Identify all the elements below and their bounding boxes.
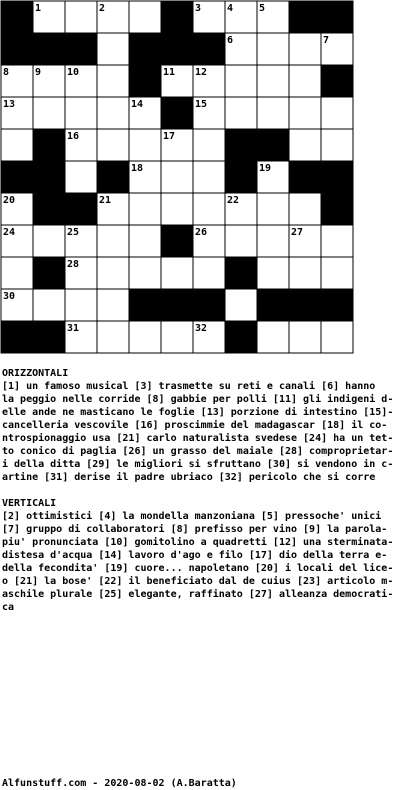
clue-number: 16 xyxy=(67,131,80,142)
crossword-grid xyxy=(0,0,360,360)
clue-number: 30 xyxy=(3,291,16,302)
black-cell xyxy=(161,33,193,65)
clue-number: 19 xyxy=(259,163,272,174)
grid-cell[interactable] xyxy=(97,289,129,321)
grid-cell[interactable] xyxy=(97,321,129,353)
grid-cell[interactable] xyxy=(289,97,321,129)
black-cell xyxy=(65,33,97,65)
black-cell xyxy=(225,129,257,161)
black-cell xyxy=(257,129,289,161)
black-cell xyxy=(33,321,65,353)
down-clue-line: aschile plurale [25] elegante, raffinato [27] alleanza democrati- xyxy=(2,589,394,600)
grid-cell[interactable] xyxy=(321,257,353,289)
across-heading: ORIZZONTALI xyxy=(2,368,69,379)
across-clue-line: i della ditta [29] le migliori si sfruttano [30] si vendono in c- xyxy=(2,459,394,470)
across-clues xyxy=(2,367,416,484)
down-clue-line: ca xyxy=(2,602,15,613)
black-cell xyxy=(33,129,65,161)
across-clue-line: la peggio nelle corride [8] gabbie per polli [11] gli indigeni d- xyxy=(2,394,394,405)
grid-cell[interactable] xyxy=(289,193,321,225)
grid-cell[interactable] xyxy=(129,225,161,257)
clue-number: 1 xyxy=(35,3,42,14)
down-clue-line: o [21] la bose' [22] il beneficiato dal de cuius [23] articolo m- xyxy=(2,576,394,587)
across-clue-line: [1] un famoso musical [3] trasmette su reti e canali [6] hanno xyxy=(2,381,376,392)
grid-cell[interactable] xyxy=(289,321,321,353)
clue-number: 10 xyxy=(67,67,80,78)
clue-number: 31 xyxy=(67,323,80,334)
clue-number: 14 xyxy=(131,99,144,110)
grid-cell[interactable] xyxy=(97,33,129,65)
down-clues xyxy=(2,497,416,614)
black-cell xyxy=(321,1,353,33)
down-clue-line: distesa d'acqua [14] lavoro d'ago e filo [17] dio della terra e- xyxy=(2,550,388,561)
grid-cell[interactable] xyxy=(257,193,289,225)
grid-cell[interactable] xyxy=(129,1,161,33)
black-cell xyxy=(225,161,257,193)
clue-number: 29 xyxy=(227,259,240,270)
down-clue-line: della fecondita' [19] cuore... napoletano [20] i locali del lice- xyxy=(2,563,394,574)
clue-number: 32 xyxy=(195,323,208,334)
black-cell xyxy=(257,289,289,321)
grid-cell[interactable] xyxy=(65,289,97,321)
clue-number: 21 xyxy=(99,195,112,206)
grid-cell[interactable] xyxy=(321,129,353,161)
grid-cell[interactable] xyxy=(129,321,161,353)
grid-cell[interactable] xyxy=(97,257,129,289)
grid-cell[interactable] xyxy=(33,289,65,321)
clue-number: 15 xyxy=(195,99,208,110)
black-cell xyxy=(1,33,33,65)
black-cell xyxy=(1,1,33,33)
grid-cell[interactable] xyxy=(129,193,161,225)
grid-cell[interactable] xyxy=(225,97,257,129)
across-clue-line: ntrospionaggio usa [21] carlo naturalista svedese [24] ha un tet- xyxy=(2,433,394,444)
grid-cell[interactable] xyxy=(289,129,321,161)
grid-cell[interactable] xyxy=(193,161,225,193)
black-cell xyxy=(161,97,193,129)
across-clue-line: elle ande ne masticano le foglie [13] porzione di intestino [15]- xyxy=(2,407,394,418)
grid-cell[interactable] xyxy=(225,225,257,257)
black-cell xyxy=(65,193,97,225)
grid-cell[interactable] xyxy=(97,97,129,129)
grid-cell[interactable] xyxy=(97,65,129,97)
grid-cell[interactable] xyxy=(129,257,161,289)
grid-cell[interactable] xyxy=(161,161,193,193)
black-cell xyxy=(193,33,225,65)
clue-number: 20 xyxy=(3,195,16,206)
grid-cell[interactable] xyxy=(161,257,193,289)
grid-cell[interactable] xyxy=(257,225,289,257)
clue-number: 11 xyxy=(163,67,176,78)
black-cell xyxy=(129,65,161,97)
black-cell xyxy=(193,289,225,321)
grid-cell[interactable] xyxy=(129,129,161,161)
black-cell xyxy=(33,33,65,65)
grid-cell[interactable] xyxy=(65,1,97,33)
black-cell xyxy=(33,161,65,193)
grid-cell[interactable] xyxy=(161,321,193,353)
black-cell xyxy=(161,225,193,257)
grid-cell[interactable] xyxy=(65,97,97,129)
black-cell xyxy=(129,289,161,321)
clue-number: 23 xyxy=(323,195,336,206)
grid-cell[interactable] xyxy=(257,257,289,289)
grid-cell[interactable] xyxy=(33,225,65,257)
grid-cell[interactable] xyxy=(225,289,257,321)
grid-cell[interactable] xyxy=(289,33,321,65)
grid-cell[interactable] xyxy=(257,97,289,129)
black-cell xyxy=(1,321,33,353)
grid-cell[interactable] xyxy=(321,321,353,353)
across-clue-line: artine [31] derise il padre ubriaco [32] pericolo che si corre xyxy=(2,472,376,483)
clue-number: 27 xyxy=(291,227,304,238)
grid-cell[interactable] xyxy=(257,33,289,65)
black-cell xyxy=(97,161,129,193)
grid-cell[interactable] xyxy=(193,193,225,225)
black-cell xyxy=(289,289,321,321)
grid-cell[interactable] xyxy=(257,65,289,97)
grid-cell[interactable] xyxy=(97,129,129,161)
grid-cell[interactable] xyxy=(33,97,65,129)
clue-number: 26 xyxy=(195,227,208,238)
grid-cell[interactable] xyxy=(65,161,97,193)
clue-number: 7 xyxy=(323,35,330,46)
footer-credit: Alfunstuff.com - 2020-08-02 (A.Baratta) xyxy=(2,778,237,789)
across-clue-line: cancelleria vescovile [16] proscimmie del madagascar [18] il co- xyxy=(2,420,388,431)
grid-cell[interactable] xyxy=(257,321,289,353)
grid-cell[interactable] xyxy=(193,257,225,289)
clue-number: 28 xyxy=(67,259,80,270)
clue-number: 6 xyxy=(227,35,234,46)
grid-cell[interactable] xyxy=(289,257,321,289)
black-cell xyxy=(289,161,321,193)
grid-cell[interactable] xyxy=(97,225,129,257)
down-clue-line: [2] ottimistici [4] la mondella manzoniana [5] pressoche' unici xyxy=(2,511,382,522)
black-cell xyxy=(161,1,193,33)
black-cell xyxy=(225,321,257,353)
black-cell xyxy=(289,1,321,33)
grid-cell[interactable] xyxy=(321,97,353,129)
clue-number: 5 xyxy=(259,3,266,14)
clue-number: 9 xyxy=(35,67,42,78)
clue-number: 12 xyxy=(195,67,208,78)
black-cell xyxy=(161,289,193,321)
clue-number: 22 xyxy=(227,195,240,206)
clue-number: 18 xyxy=(131,163,144,174)
clue-number: 13 xyxy=(3,99,16,110)
clue-number: 17 xyxy=(163,131,176,142)
clue-number: 3 xyxy=(195,3,202,14)
clue-number: 24 xyxy=(3,227,16,238)
grid-cell[interactable] xyxy=(161,193,193,225)
black-cell xyxy=(321,289,353,321)
grid-cell[interactable] xyxy=(1,257,33,289)
black-cell xyxy=(129,33,161,65)
clue-number: 4 xyxy=(227,3,234,14)
down-heading: VERTICALI xyxy=(2,498,57,509)
grid-cell[interactable] xyxy=(1,129,33,161)
black-cell xyxy=(1,161,33,193)
across-clue-line: to conico di paglia [26] un grasso del maiale [28] comproprietar- xyxy=(2,446,394,457)
grid-cell[interactable] xyxy=(289,65,321,97)
clue-number: 2 xyxy=(99,3,106,14)
grid-cell[interactable] xyxy=(193,129,225,161)
grid-cell[interactable] xyxy=(225,65,257,97)
black-cell xyxy=(321,161,353,193)
clue-number: 8 xyxy=(3,67,10,78)
clue-number: 25 xyxy=(67,227,80,238)
down-clue-line: piu' pronunciata [10] gomitolino a quadretti [12] una sterminata- xyxy=(2,537,394,548)
black-cell xyxy=(33,257,65,289)
grid-cell[interactable] xyxy=(321,225,353,257)
down-clue-line: [7] gruppo di collaboratori [8] prefisso per vino [9] la parola- xyxy=(2,524,388,535)
black-cell xyxy=(321,65,353,97)
black-cell xyxy=(33,193,65,225)
